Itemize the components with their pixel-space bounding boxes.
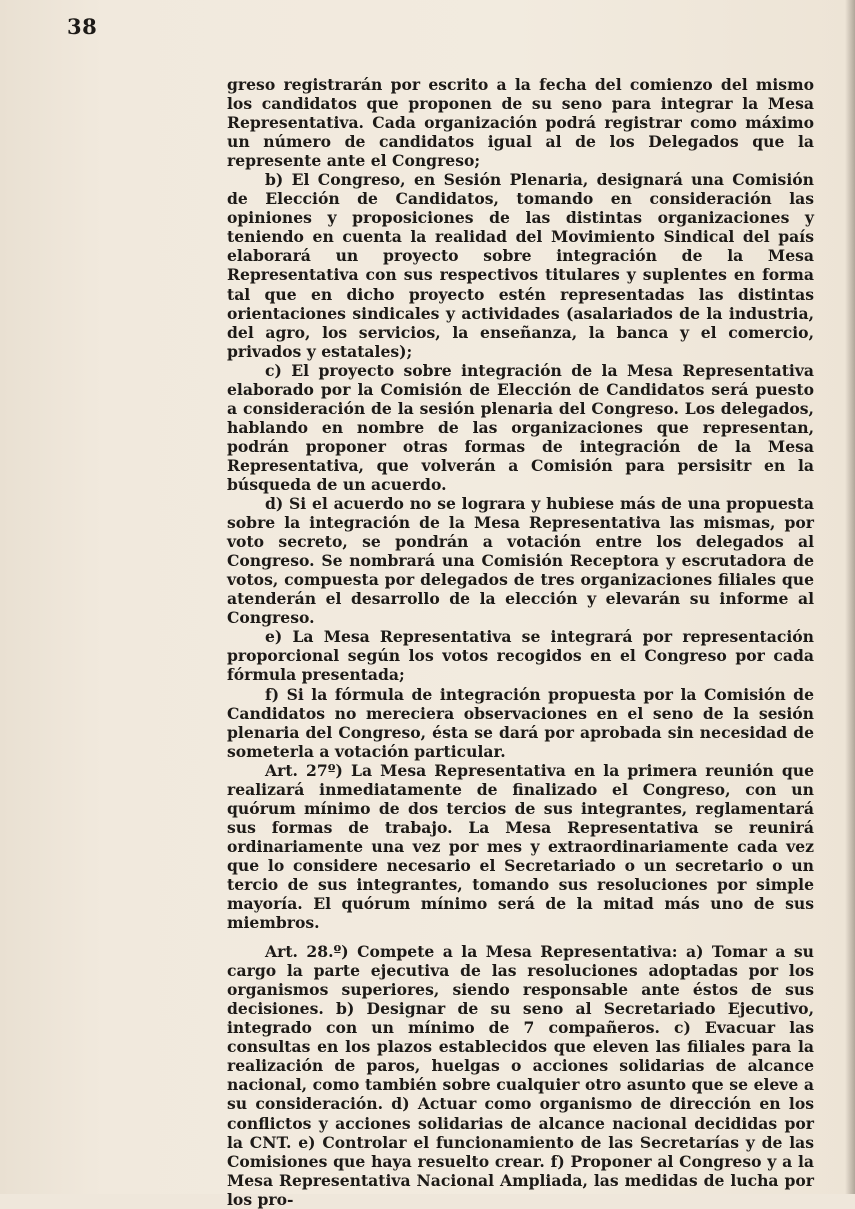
body-text bbox=[227, 75, 814, 1209]
page-edge-shadow bbox=[845, 0, 855, 1194]
page-number: 38 bbox=[67, 14, 98, 39]
paragraph-item-b: b) El Congreso, en Sesión Plenaria, designará una Comisión de Elección de Candidatos, tomando en consideración las opiniones y proposiciones de las distintas organizaciones y teniendo en cuenta la realidad del Movimiento Sindical del país elaborará un proyecto sobre integración de la Mesa Representativa con sus respectivos titulares y suplentes en forma tal que en dicho proyecto estén representadas las distintas orientaciones sindicales y actividades (asalariados de la industria, del agro, los servicios, la enseñanza, la banca y el comercio, privados y estatales); bbox=[227, 170, 814, 361]
paragraph-continuation: greso registrarán por escrito a la fecha del comienzo del mismo los candidatos que proponen de su seno para integrar la Mesa Representativa. Cada organización podrá registrar como máximo un número de candidatos igual al de los Delegados que la represente ante el Congreso; bbox=[227, 75, 814, 171]
paragraph-item-e: e) La Mesa Representativa se integrará por representación proporcional según los votos recogidos en el Congreso por cada fórmula presentada; bbox=[227, 627, 814, 685]
paragraph-article-28: Art. 28.º) Compete a la Mesa Representativa: a) Tomar a su cargo la parte ejecutiva de las resoluciones adoptadas por los organismos superiores, siendo responsable ante éstos de sus decisiones. b) Designar de su seno al Secretariado Ejecutivo, integrado con un mínimo de 7 compañeros. c) Evacuar las consultas en los plazos establecidos que eleven las filiales para la realización de paros, huelgas o acciones solidarias de alcance nacional, como también sobre cualquier otro asunto que se eleve a su consideración. d) Actuar como organismo de dirección en los conflictos y acciones solidarias de alcance nacional decididas por la CNT. e) Controlar el funcionamiento de las Secretarías y de las Comisiones que haya resuelto crear. f) Proponer al Congreso y a la Mesa Representativa Nacional Ampliada, las medidas de lucha por los pro- bbox=[227, 942, 814, 1209]
paragraph-item-f: f) Si la fórmula de integración propuesta por la Comisión de Candidatos no mereciera observaciones en el seno de la sesión plenaria del Congreso, ésta se dará por aprobada sin necesidad de someterla a votación particular. bbox=[227, 684, 814, 761]
paragraph-item-d: d) Si el acuerdo no se lograra y hubiese más de una propuesta sobre la integración de la Mesa Representativa las mismas, por voto secreto, se pondrán a votación entre los delegados al Congreso. Se nombrará una Comisión Receptora y escrutadora de votos, compuesta por delegados de tres organizaciones filiales que atenderán el desarrollo de la elección y elevarán su informe al Congreso. bbox=[227, 494, 814, 628]
paragraph-item-c: c) El proyecto sobre integración de la Mesa Representativa elaborado por la Comisión de Elección de Candidatos será puesto a consideración de la sesión plenaria del Congreso. Los delegados, hablando en nombre de las organizaciones que representan, podrán proponer otras formas de integración de la Mesa Representativa, que volverán a Comisión para persisitr en la búsqueda de un acuerdo. bbox=[227, 360, 814, 494]
paragraph-article-27: Art. 27º) La Mesa Representativa en la primera reunión que realizará inmediatamente de finalizado el Congreso, con un quórum mínimo de dos tercios de sus integrantes, reglamentará sus formas de trabajo. La Mesa Representativa se reunirá ordinariamente una vez por mes y extraordinariamente cada vez que lo considere necesario el Secretariado o un secretario o un tercio de sus integrantes, tomando sus resoluciones por simple mayoría. El quórum mínimo será de la mitad más uno de sus miembros. bbox=[227, 760, 814, 933]
